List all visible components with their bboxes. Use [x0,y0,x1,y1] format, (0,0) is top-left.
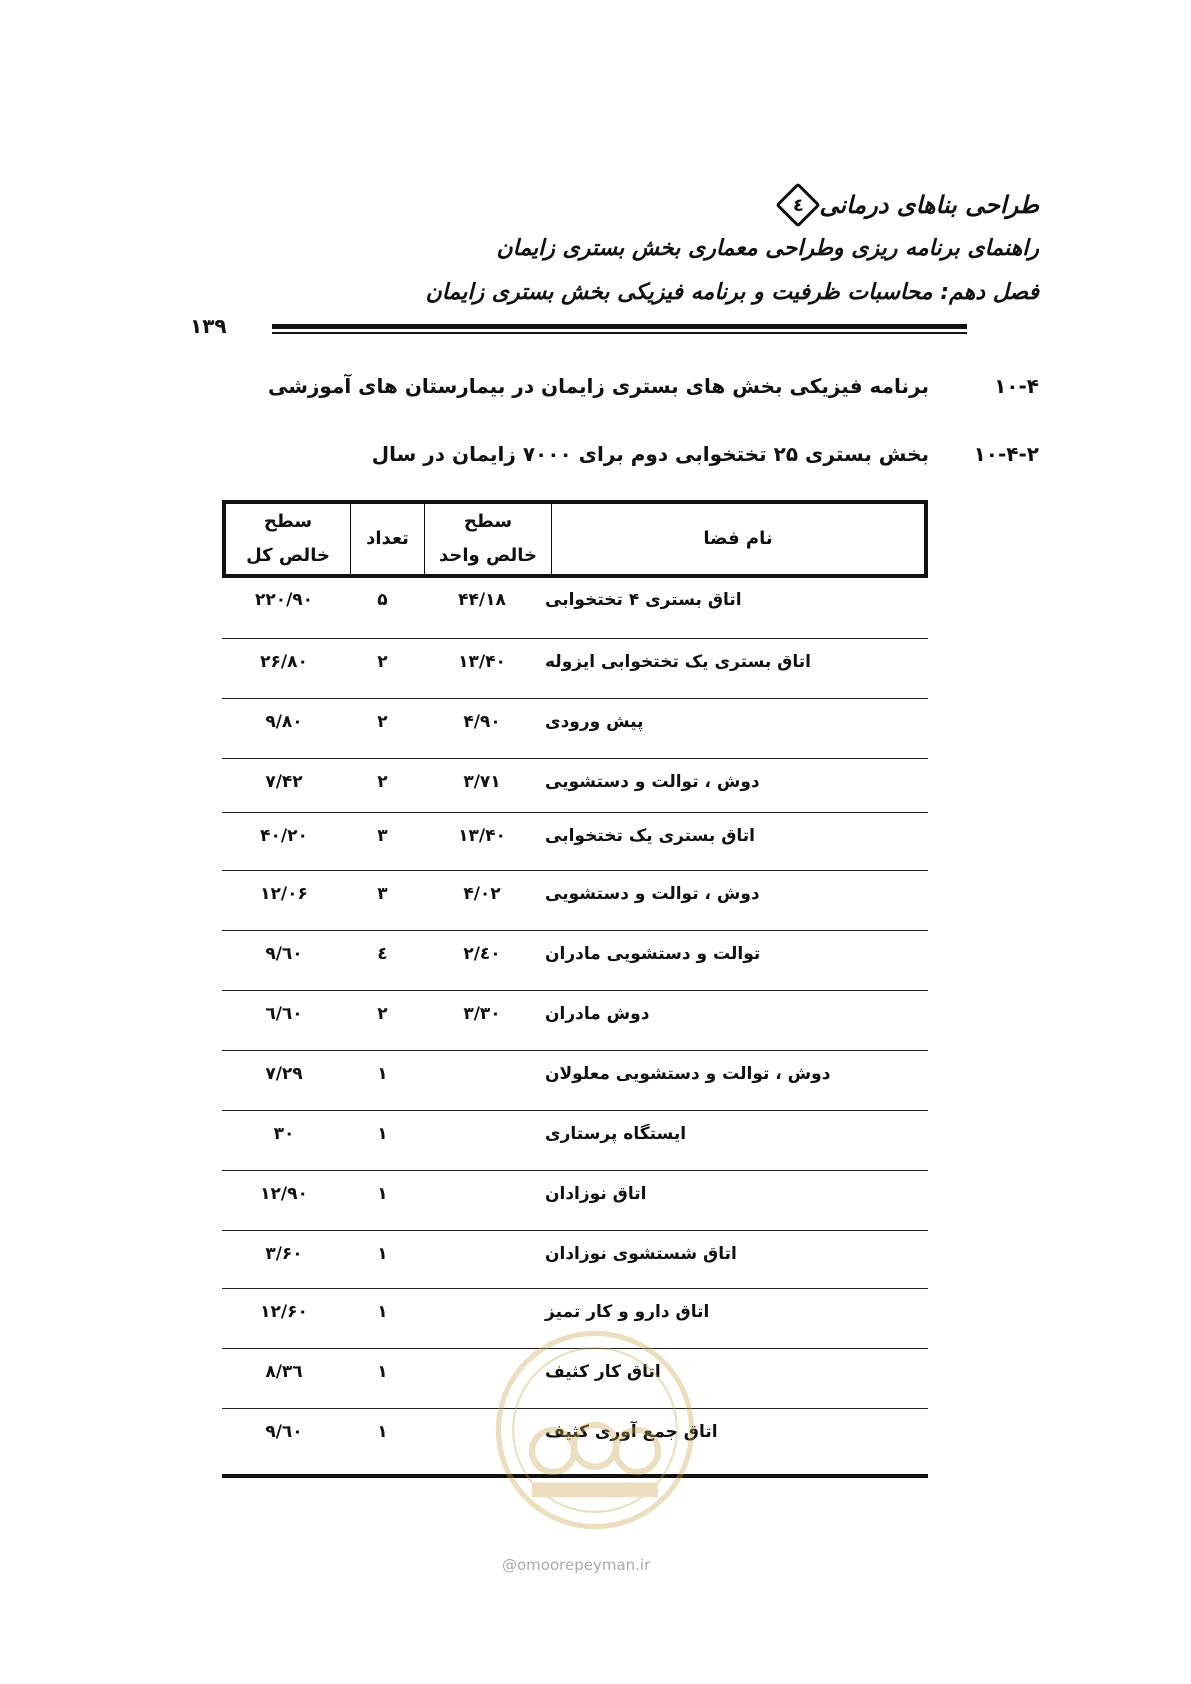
cell-total-area: ۹/٦۰ [265,944,303,964]
cell-unit-area: ۴/۰۲ [463,884,501,904]
book-title-text: طراحی بناهای درمانی [819,191,1039,219]
cell-total-area: ۷/۲۹ [265,1064,303,1084]
page-number: ۱۳۹ [190,314,227,338]
header-rule-thin [272,332,967,334]
cell-total-area: ۱۲/۰۶ [260,884,308,904]
cell-space-name: دوش ، توالت و دستشویی [545,884,760,904]
cell-count: ۳ [377,884,388,904]
cell-count: ۱ [377,1244,388,1264]
header-unit-area: سطح خالص واحد [425,504,552,574]
cell-total-area: ۸/۳٦ [265,1362,303,1382]
row-divider [222,930,928,931]
cell-unit-area [419,1112,545,1172]
cell-space-name: اتاق شستشوی نوزادان [545,1244,737,1264]
book-title [781,188,1039,222]
cell-unit-area [419,1232,545,1292]
cell-total-area: ۹/٦۰ [265,1422,303,1442]
cell-total-area: ٦/٦۰ [265,1004,303,1024]
chapter-title: فصل دهم: محاسبات ظرفیت و برنامه فیزیکی بخش بستری زایمان [425,280,1039,305]
cell-unit-area: ۲/٤۰ [463,944,501,964]
header-rule-thick [272,324,967,329]
cell-space-name: اتاق کار کثیف [545,1362,661,1382]
row-divider [222,812,928,813]
cell-unit-area: ۳/۳۰ [463,1004,501,1024]
cell-count: ۱ [377,1422,388,1442]
cell-unit-area: ۴/۹۰ [463,712,501,732]
cell-space-name: اتاق جمع آوری کثیف [545,1422,718,1442]
cell-count: ۱ [377,1302,388,1322]
table-row [222,992,928,1052]
table-row [222,1232,928,1292]
cell-total-area: ۹/۸۰ [265,712,303,732]
header-total-area: سطح خالص کل [226,504,351,574]
cell-unit-area [419,1052,545,1112]
table-row [222,700,928,760]
cell-count: ۱ [377,1064,388,1084]
table-row [222,872,928,932]
header-count: تعداد [351,504,425,574]
table-row [222,932,928,992]
watermark-url: @omoorepeyman.ir [502,1556,651,1574]
cell-total-area: ۱۲/۹۰ [260,1184,308,1204]
cell-unit-area: ۱۳/۴۰ [458,826,506,846]
header-space-name: نام فضا [703,528,773,549]
watermark-logo-icon [490,1325,700,1535]
cell-space-name: اتاق بستری یک تختخوابی ایزوله [545,652,811,672]
cell-count: ۲ [377,712,388,732]
cell-space-name: پیش ورودی [545,712,644,732]
section-title: برنامه فیزیکی بخش های بستری زایمان در بیمارستان های آموزشی [268,374,929,398]
cell-unit-area: ۳/۷۱ [463,772,501,792]
cell-count: ۱ [377,1362,388,1382]
row-divider [222,870,928,871]
row-divider [222,758,928,759]
cell-space-name: توالت و دستشویی مادران [545,944,761,964]
cell-count: ۱ [377,1124,388,1144]
section-number: ۱۰-۴ [994,374,1039,398]
cell-space-name: دوش ، توالت و دستشویی معلولان [545,1064,831,1084]
book-subtitle: راهنمای برنامه ریزی وطراحی معماری بخش بستری زایمان [496,236,1039,261]
cell-space-name: دوش مادران [545,1004,650,1024]
cell-count: ٤ [377,944,388,964]
cell-count: ۲ [377,652,388,672]
table-row [222,1172,928,1232]
cell-total-area: ۷/۴۲ [265,772,303,792]
table-row [222,578,928,638]
cell-unit-area: ۱۳/۴۰ [458,652,506,672]
subsection-number: ۱۰-۴-۲ [973,442,1039,466]
cell-count: ۱ [377,1184,388,1204]
row-divider [222,990,928,991]
row-divider [222,1050,928,1051]
cell-unit-area: ۴۴/۱۸ [458,590,506,610]
row-divider [222,1230,928,1231]
section-heading [268,374,1039,398]
cell-total-area: ۲۶/۸۰ [260,652,308,672]
cell-total-area: ۲۲۰/۹۰ [254,590,314,610]
cell-space-name: اتاق بستری ۴ تختخوابی [545,590,742,610]
cell-count: ۲ [377,1004,388,1024]
row-divider [222,638,928,639]
cell-space-name: اتاق بستری یک تختخوابی [545,826,756,846]
cell-space-name: ایستگاه پرستاری [545,1124,687,1144]
subsection-heading [372,442,1039,466]
cell-total-area: ۳/۶۰ [265,1244,303,1264]
cell-unit-area [419,1172,545,1232]
table-row [222,640,928,700]
table-row [222,1052,928,1112]
row-divider [222,1110,928,1111]
row-divider [222,698,928,699]
table-row [222,814,928,874]
cell-count: ۳ [377,826,388,846]
cell-total-area: ۳۰ [273,1124,295,1144]
subsection-title: بخش بستری ۲۵ تختخوابی دوم برای ۷۰۰۰ زایمان در سال [371,442,929,466]
row-divider [222,1170,928,1171]
cell-space-name: اتاق دارو و کار تمیز [545,1302,710,1322]
row-divider [222,1288,928,1289]
cell-total-area: ۴۰/۲۰ [260,826,308,846]
table-row [222,1112,928,1172]
cell-count: ۵ [377,590,388,610]
cell-total-area: ۱۲/۶۰ [260,1302,308,1322]
volume-badge-icon: ٤ [781,188,815,222]
cell-space-name: اتاق نوزادان [545,1184,647,1204]
table-row [222,760,928,820]
table-header [222,500,928,578]
cell-count: ۲ [377,772,388,792]
cell-space-name: دوش ، توالت و دستشویی [545,772,760,792]
